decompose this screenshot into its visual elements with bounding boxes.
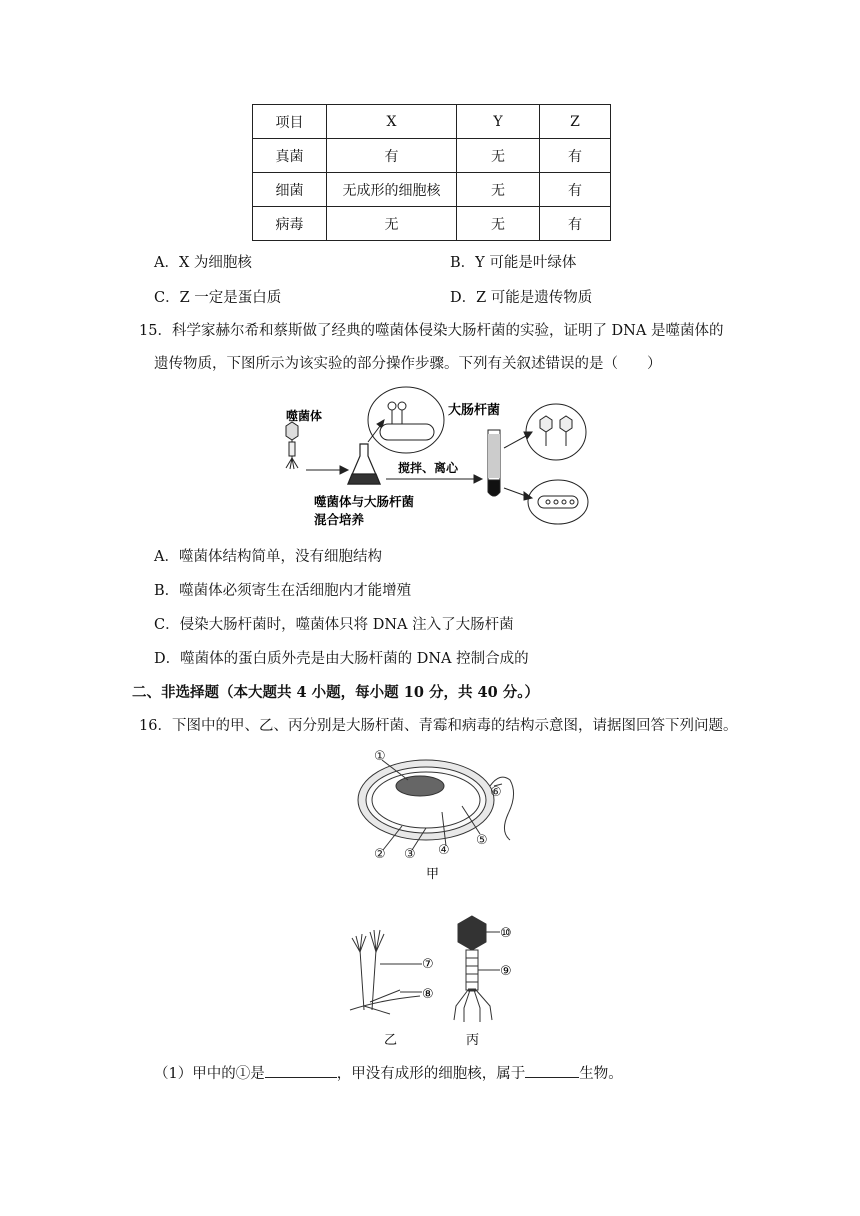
section-2-heading: 二、非选择题（本大题共 4 小题，每小题 10 分，共 40 分。） [132, 684, 539, 701]
mix-label-line-2: 混合培养 [314, 512, 365, 527]
phage-experiment-figure [268, 384, 596, 532]
table-header-row [253, 105, 611, 139]
table-cell: 病毒 [253, 207, 327, 241]
q14-option-c: C．Z 一定是蛋白质 [154, 290, 282, 306]
stir-label: 搅拌、离心 [398, 461, 459, 475]
q15-option-b: B．噬菌体必须寄生在活细胞内才能增殖 [154, 583, 412, 599]
q15-option-a: A．噬菌体结构简单，没有细胞结构 [154, 549, 382, 565]
q15-option-d: D．噬菌体的蛋白质外壳是由大肠杆菌的 DNA 控制合成的 [154, 651, 529, 667]
q15-option-c: C．侵染大肠杆菌时，噬菌体只将 DNA 注入了大肠杆菌 [154, 617, 514, 633]
q16-sub1 [154, 1062, 623, 1083]
mix-label-line-1: 噬菌体与大肠杆菌 [314, 494, 415, 509]
table-row [253, 173, 611, 207]
table-cell: 无 [457, 139, 540, 173]
marker-3: ③ [404, 847, 416, 862]
table-header-cell: X [327, 105, 457, 139]
table-cell: 细菌 [253, 173, 327, 207]
ecoli-structure-figure [350, 744, 530, 880]
label-bing: 丙 [466, 1033, 480, 1048]
q16-sub1-part3: 生物。 [579, 1066, 623, 1082]
q16-sub1-part2: ，甲没有成形的细胞核，属于 [336, 1066, 526, 1082]
dna-region-shape [396, 776, 444, 796]
ecoli-magnified-circle [368, 387, 444, 453]
arrow-icon [386, 475, 482, 483]
answer-blank-2[interactable] [525, 1063, 579, 1078]
test-tube-icon [488, 430, 500, 496]
table-row [253, 139, 611, 173]
phage-label: 噬菌体 [286, 409, 323, 423]
q14-option-a: A．X 为细胞核 [154, 255, 252, 271]
marker-2: ② [374, 847, 386, 862]
penicillium-shape [350, 930, 422, 1014]
table-cell: 无 [457, 173, 540, 207]
marker-7: ⑦ [422, 957, 434, 972]
ecoli-label: 大肠杆菌 [448, 403, 501, 418]
table-cell: 有 [540, 139, 611, 173]
comparison-table [252, 104, 611, 241]
q15-stem-line-1: 15．科学家赫尔希和蔡斯做了经典的噬菌体侵染大肠杆菌的实验，证明了 DNA 是噬菌体的 [139, 323, 724, 339]
marker-5: ⑤ [476, 833, 488, 848]
answer-blank-1[interactable] [265, 1063, 337, 1078]
q14-option-d: D．Z 可能是遗传物质 [450, 290, 593, 306]
table-cell: 有 [540, 207, 611, 241]
table-header-cell: Z [540, 105, 611, 139]
bacteriophage-shape [454, 916, 500, 1022]
table-row [253, 207, 611, 241]
label-yi: 乙 [384, 1033, 398, 1048]
marker-9: ⑨ [500, 964, 512, 979]
q16-sub1-part1: （1）甲中的①是 [154, 1066, 265, 1082]
sediment-circle [528, 480, 588, 524]
table-header-cell: 项目 [253, 105, 327, 139]
phage-icon [286, 422, 298, 469]
table-cell: 有 [327, 139, 457, 173]
q14-option-b: B．Y 可能是叶绿体 [450, 255, 577, 271]
label-jia: 甲 [426, 867, 440, 880]
marker-1: ① [374, 749, 386, 764]
marker-8: ⑧ [422, 987, 434, 1002]
table-cell: 有 [540, 173, 611, 207]
penicillium-and-virus-figure [340, 910, 530, 1050]
marker-4: ④ [438, 843, 450, 858]
table-header-cell: Y [457, 105, 540, 139]
table-cell: 真菌 [253, 139, 327, 173]
marker-10: ⑩ [500, 926, 512, 941]
q15-stem-line-2: 遗传物质，下图所示为该实验的部分操作步骤。下列有关叙述错误的是（ ） [154, 356, 662, 372]
table-cell: 无 [457, 207, 540, 241]
supernatant-circle [526, 404, 586, 460]
table-cell: 无成形的细胞核 [327, 173, 457, 207]
table-cell: 无 [327, 207, 457, 241]
arrow-icon [306, 466, 348, 474]
flask-icon [348, 444, 380, 484]
q16-stem: 16．下图中的甲、乙、丙分别是大肠杆菌、青霉和病毒的结构示意图，请据图回答下列问题。 [139, 718, 738, 734]
marker-6: ⑥ [490, 785, 502, 800]
